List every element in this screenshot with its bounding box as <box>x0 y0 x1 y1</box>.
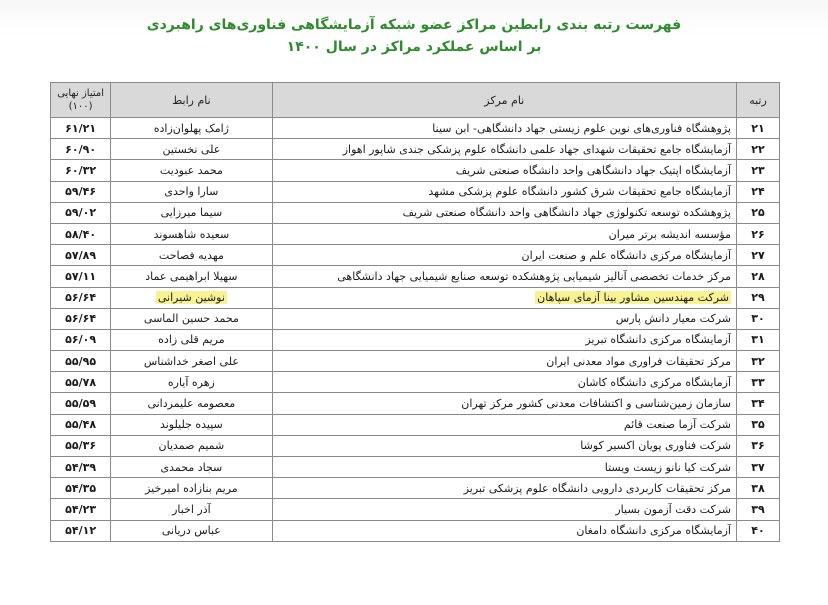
table-row <box>51 223 780 244</box>
row-contact-name-highlighted: نوشین شیرانی <box>157 291 225 305</box>
ranking-table <box>50 82 780 542</box>
row-score: ۵۷/۸۹ <box>51 245 111 266</box>
table-row <box>51 160 780 181</box>
header-score-label: امتیاز نهایی <box>57 88 105 99</box>
row-score: ۵۹/۴۶ <box>51 181 111 202</box>
row-rank: ۲۱ <box>737 118 780 139</box>
row-contact-name: سجاد محمدی <box>111 457 272 478</box>
row-score: ۵۵/۷۸ <box>51 372 111 393</box>
row-contact-name: ژامک پهلوان‌زاده <box>111 118 272 139</box>
table-row <box>51 414 780 435</box>
row-center-name-cell <box>272 287 736 308</box>
table-body <box>51 118 780 542</box>
row-rank: ۳۰ <box>737 308 780 329</box>
row-contact-name: آذر اخبار <box>111 499 272 520</box>
row-score: ۵۴/۲۳ <box>51 499 111 520</box>
row-score: ۵۴/۱۲ <box>51 520 111 541</box>
row-contact-name: سعیده شاهسوند <box>111 223 272 244</box>
table-row <box>51 393 780 414</box>
row-center-name: مؤسسه اندیشه برتر میران <box>272 223 736 244</box>
row-rank: ۳۲ <box>737 351 780 372</box>
row-center-name: سازمان زمین‌شناسی و اکتشافات معدنی کشور مرکز تهران <box>272 393 736 414</box>
row-rank: ۲۵ <box>737 202 780 223</box>
table-row <box>51 499 780 520</box>
row-score: ۶۰/۳۲ <box>51 160 111 181</box>
row-score: ۵۵/۳۶ <box>51 435 111 456</box>
row-contact-name: مریم بنازاده امیرخیز <box>111 478 272 499</box>
row-contact-name: مریم قلی زاده <box>111 329 272 350</box>
row-center-name: شرکت دقت آزمون بسیار <box>272 499 736 520</box>
header-contact: نام رابط <box>111 83 272 118</box>
row-contact-name: محمد عبودیت <box>111 160 272 181</box>
row-score: ۵۵/۹۵ <box>51 351 111 372</box>
row-rank: ۳۷ <box>737 457 780 478</box>
row-center-name: آزمایشگاه مرکزی دانشگاه دامغان <box>272 520 736 541</box>
row-contact-name: معصومه علیمردانی <box>111 393 272 414</box>
row-rank: ۳۸ <box>737 478 780 499</box>
row-contact-name: زهره آیاره <box>111 372 272 393</box>
row-center-name: مرکز خدمات تخصصی آنالیز شیمیایی پژوهشکده توسعه صنایع شیمیایی جهاد دانشگاهی <box>272 266 736 287</box>
title-line-1: فهرست رتبه بندی رابطین مراکز عضو شبکه آزمایشگاهی فناوری‌های راهبردی <box>146 17 682 33</box>
row-score: ۵۶/۶۴ <box>51 308 111 329</box>
row-rank: ۳۳ <box>737 372 780 393</box>
row-center-name: شرکت فناوری پویان اکسیر کوشا <box>272 435 736 456</box>
row-center-name: شرکت کیا نانو زیست ویستا <box>272 457 736 478</box>
table-row <box>51 351 780 372</box>
row-rank: ۳۹ <box>737 499 780 520</box>
row-center-name: آزمایشگاه جامع تحقیقات شهدای جهاد علمی دانشگاه علوم پزشکی جندی شاپور اهواز <box>272 139 736 160</box>
row-rank: ۲۹ <box>737 287 780 308</box>
row-center-name: مرکز تحقیقات فراوری مواد معدنی ایران <box>272 351 736 372</box>
row-contact-name: سیما میرزایی <box>111 202 272 223</box>
table-row <box>51 520 780 541</box>
row-center-name: آزمایشگاه مرکزی دانشگاه کاشان <box>272 372 736 393</box>
row-contact-name: شمیم صمدیان <box>111 435 272 456</box>
title-line-2: بر اساس عملکرد مراکز در سال ۱۴۰۰ <box>286 39 542 55</box>
row-center-name: آزمایشگاه مرکزی دانشگاه علم و صنعت ایران <box>272 245 736 266</box>
row-rank: ۲۸ <box>737 266 780 287</box>
header-score-max: (۱۰۰) <box>68 101 93 112</box>
table-header-row <box>51 83 780 118</box>
row-contact-name: علی نخستین <box>111 139 272 160</box>
table-row <box>51 245 780 266</box>
row-contact-name: سهیلا ابراهیمی عماد <box>111 266 272 287</box>
row-center-name: مرکز تحقیقات کاربردی دارویی دانشگاه علوم پزشکی تبریز <box>272 478 736 499</box>
row-center-name: پژوهشگاه فناوری‌های نوین علوم زیستی جهاد دانشگاهی- ابن سینا <box>272 118 736 139</box>
row-center-name: آزمایشگاه اپتیک جهاد دانشگاهی واحد دانشگاه صنعتی شریف <box>272 160 736 181</box>
title-block <box>0 14 828 58</box>
table-row <box>51 139 780 160</box>
header-center: نام مرکز <box>272 83 736 118</box>
row-score: ۵۹/۰۲ <box>51 202 111 223</box>
row-center-name: شرکت معیار دانش پارس <box>272 308 736 329</box>
table-row <box>51 457 780 478</box>
row-contact-name: سارا واحدی <box>111 181 272 202</box>
row-center-name: شرکت آزما صنعت قائم <box>272 414 736 435</box>
table-row <box>51 181 780 202</box>
row-score: ۶۱/۲۱ <box>51 118 111 139</box>
row-score: ۵۶/۶۴ <box>51 287 111 308</box>
row-rank: ۳۵ <box>737 414 780 435</box>
row-score: ۵۸/۴۰ <box>51 223 111 244</box>
row-rank: ۴۰ <box>737 520 780 541</box>
row-center-name: آزمایشگاه مرکزی دانشگاه تبریز <box>272 329 736 350</box>
row-contact-name-cell <box>111 287 272 308</box>
row-score: ۵۵/۵۹ <box>51 393 111 414</box>
row-contact-name: علی اصغر خداشناس <box>111 351 272 372</box>
header-rank: رتبه <box>737 83 780 118</box>
table-row <box>51 435 780 456</box>
row-center-name-highlighted: شرکت مهندسین مشاور بینا آزمای سپاهان <box>537 291 729 305</box>
row-rank: ۳۱ <box>737 329 780 350</box>
row-contact-name: سپیده جلیلوند <box>111 414 272 435</box>
table-row <box>51 266 780 287</box>
row-score: ۵۵/۴۸ <box>51 414 111 435</box>
table-row <box>51 329 780 350</box>
row-rank: ۲۷ <box>737 245 780 266</box>
row-score: ۵۷/۱۱ <box>51 266 111 287</box>
row-rank: ۲۳ <box>737 160 780 181</box>
row-rank: ۳۶ <box>737 435 780 456</box>
row-contact-name: محمد حسین الماسی <box>111 308 272 329</box>
header-score <box>51 83 111 118</box>
table-row <box>51 287 780 308</box>
row-score: ۵۴/۳۵ <box>51 478 111 499</box>
row-rank: ۲۴ <box>737 181 780 202</box>
table-row <box>51 118 780 139</box>
row-center-name: آزمایشگاه جامع تحقیقات شرق کشور دانشگاه علوم پزشکی مشهد <box>272 181 736 202</box>
row-score: ۶۰/۹۰ <box>51 139 111 160</box>
row-rank: ۳۴ <box>737 393 780 414</box>
table-row <box>51 202 780 223</box>
row-rank: ۲۲ <box>737 139 780 160</box>
row-contact-name: عباس دریانی <box>111 520 272 541</box>
row-rank: ۲۶ <box>737 223 780 244</box>
row-score: ۵۶/۰۹ <box>51 329 111 350</box>
row-contact-name: مهدیه فصاحت <box>111 245 272 266</box>
table-row <box>51 372 780 393</box>
row-score: ۵۴/۳۹ <box>51 457 111 478</box>
table-row <box>51 308 780 329</box>
table-row <box>51 478 780 499</box>
row-center-name: پژوهشکده توسعه تکنولوژی جهاد دانشگاهی واحد دانشگاه صنعتی شریف <box>272 202 736 223</box>
